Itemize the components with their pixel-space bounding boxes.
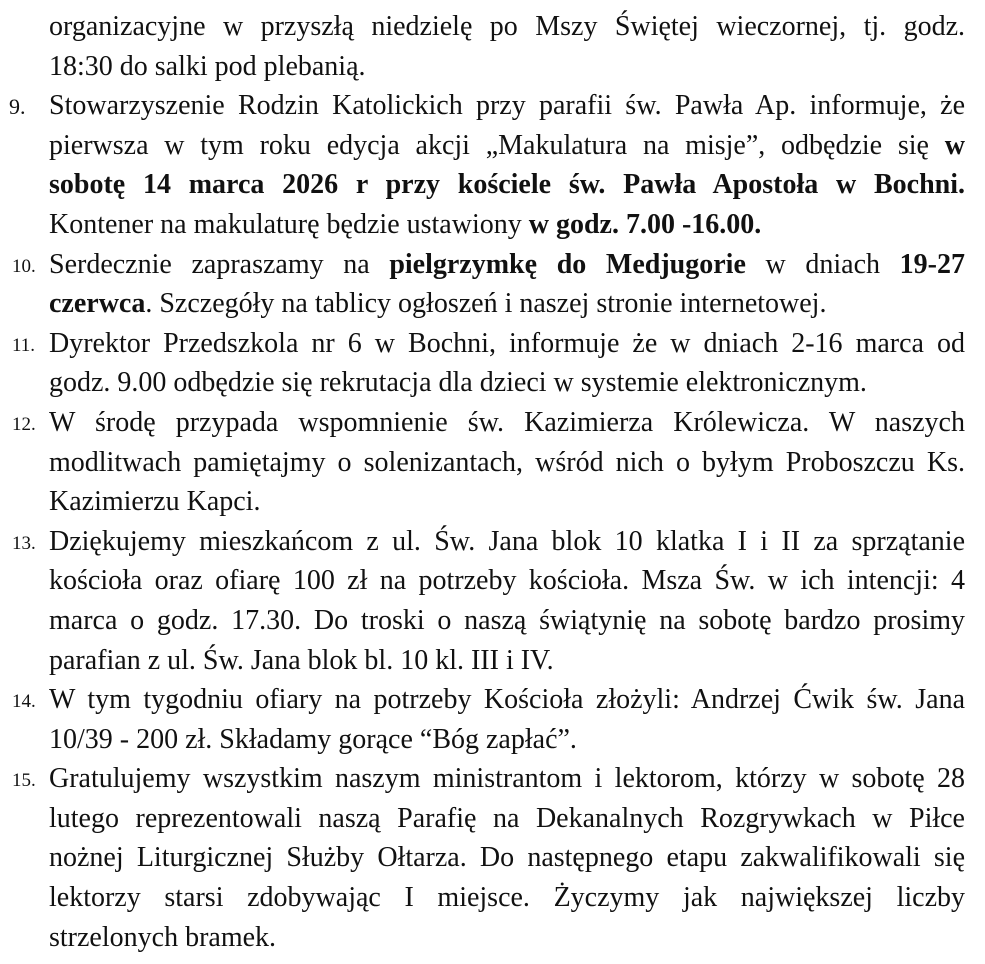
announcement-item-9 (0, 86, 985, 244)
item-number: 15. (12, 770, 36, 792)
text-line: Gratulujemy wszystkim naszym ministrantom i lektorom, którzy w sobotę 28 (49, 763, 965, 795)
announcement-item-12 (0, 403, 985, 522)
bold-segment: 19-27 (899, 248, 965, 280)
text-line (49, 205, 965, 245)
announcement-item-11 (0, 324, 985, 403)
bold-segment: sobotę 14 marca 2026 r przy kościele św. Pawła Apostoła w Bochni. (49, 169, 965, 201)
text-line: Stowarzyszenie Rodzin Katolickich przy parafii św. Pawła Ap. informuje, że (49, 90, 965, 122)
text-line: godz. 9.00 odbędzie się rekrutacja dla dzieci w systemie elektronicznym. (49, 367, 867, 399)
item-number: 11. (12, 334, 36, 356)
item-number: 14. (12, 691, 36, 713)
text-line: Kazimierzu Kapci. (49, 486, 261, 518)
text-line (49, 284, 965, 324)
item-number: 13. (12, 532, 36, 554)
text-segment: Serdecznie zapraszamy na (49, 248, 390, 280)
text-segment: w dniach (745, 248, 900, 280)
text-line: lutego reprezentowali naszą Parafię na Dekanalnych Rozgrywkach w Piłce (49, 802, 965, 834)
text-segment: . Szczegóły na tablicy ogłoszeń i naszej stronie internetowej. (145, 288, 827, 320)
text-line: organizacyjne w przyszłą niedzielę po Mszy Świętej wieczornej, tj. godz. (49, 11, 965, 42)
text-line: Dyrektor Przedszkola nr 6 w Bochni, informuje że w dniach 2-16 marca od (49, 327, 965, 359)
text-line: Dziękujemy mieszkańcom z ul. Św. Jana blok 10 klatka I i II za sprzątanie (49, 525, 965, 557)
bold-segment: w (944, 129, 965, 161)
announcement-item-14 (0, 680, 985, 759)
text-line: lektorzy starsi zdobywając I miejsce. Życzymy jak największej liczby (49, 882, 965, 914)
text-line: 10/39 - 200 zł. Składamy gorące “Bóg zapłać”. (49, 723, 577, 755)
announcement-item-13 (0, 522, 985, 680)
bold-segment: pielgrzymkę do Medjugorie (389, 248, 746, 280)
text-line: 18:30 do salki pod plebanią. (49, 50, 366, 82)
item-number: 12. (12, 413, 36, 435)
text-line (49, 245, 965, 285)
text-line (49, 165, 965, 205)
text-line: kościoła oraz ofiarę 100 zł na potrzeby kościoła. Msza Św. w ich intencji: 4 (49, 565, 965, 597)
item-number: 9. (9, 94, 26, 120)
item-8-continuation (0, 7, 985, 86)
text-segment: pierwsza w tym roku edycja akcji „Makulatura na misje”, odbędzie się (49, 129, 945, 161)
bold-segment: w godz. 7.00 -16.00. (528, 208, 762, 240)
announcement-item-15 (0, 759, 985, 957)
text-line (49, 126, 965, 166)
item-number: 10. (12, 255, 36, 277)
text-line: marca o godz. 17.30. Do troski o naszą świątynię na sobotę bardzo prosimy (49, 604, 965, 636)
announcement-item-10 (0, 245, 985, 324)
text-line: W tym tygodniu ofiary na potrzeby Kościoła złożyli: Andrzej Ćwik św. Jana (49, 684, 965, 716)
text-line: W środę przypada wspomnienie św. Kazimierza Królewicza. W naszych (49, 406, 965, 438)
text-line: modlitwach pamiętajmy o solenizantach, wśród nich o byłym Proboszczu Ks. (49, 446, 965, 478)
text-line: strzelonych bramek. (49, 921, 277, 953)
text-line: nożnej Liturgicznej Służby Ołtarza. Do następnego etapu zakwalifikowali się (49, 842, 965, 874)
bold-segment: czerwca (49, 288, 146, 320)
text-line: parafian z ul. Św. Jana blok bl. 10 kl. III i IV. (49, 644, 554, 676)
text-segment: Kontener na makulaturę będzie ustawiony (49, 208, 529, 240)
announcements-document (0, 7, 985, 957)
